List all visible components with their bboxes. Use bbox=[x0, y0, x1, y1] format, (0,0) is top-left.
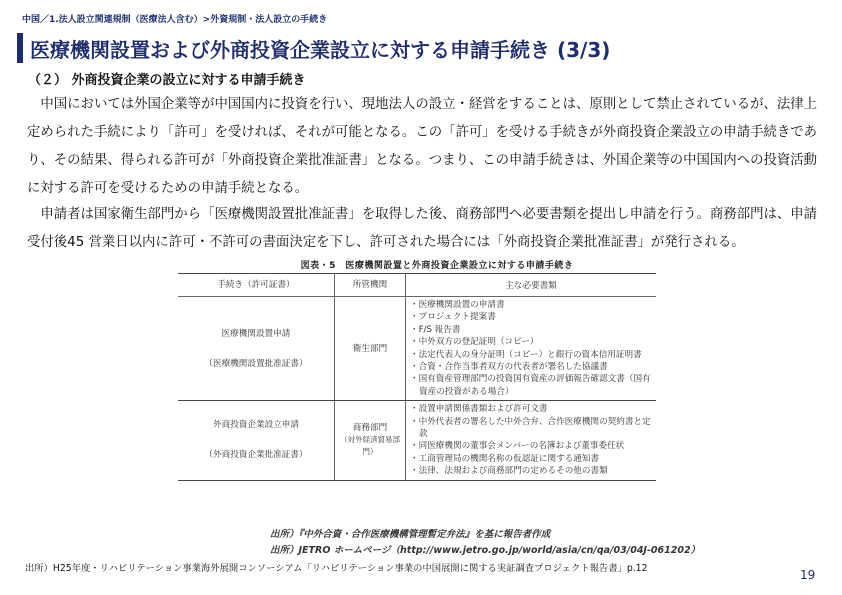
list-item: ・ 国有資産管理部門の投資国有資産の評価報告確認文書（国有資産の投資がある場合） bbox=[410, 373, 652, 398]
header-documents: 主な必要書類 bbox=[406, 274, 657, 297]
list-item: ・ 合資・合作当事者双方の代表者が署名した協議書 bbox=[410, 361, 652, 373]
figure-title: 図表・5 医療機関設置と外商投資企業設立に対する申請手続き bbox=[300, 261, 574, 271]
figure-source-1: 出所）『中外合資・合作医療機構管理暫定弁法』を基に報告者作成 bbox=[270, 529, 551, 540]
documents-list bbox=[410, 299, 652, 398]
section-subtitle: （２） 外商投資企業の設立に対する申請手続き bbox=[28, 73, 306, 88]
page-title: 医療機関設置および外商投資企業設立に対する申請手続き (3/3) bbox=[30, 38, 611, 62]
table-row bbox=[178, 297, 656, 401]
documents-list bbox=[410, 403, 652, 477]
header-authority: 所管機関 bbox=[335, 274, 406, 297]
documents-cell bbox=[406, 401, 657, 480]
list-item: ・ 中外双方の登記証明（コピー） bbox=[410, 336, 652, 348]
figure-source-2: 出所）JETRO ホームページ（http://www.jetro.go.jp/world/asia/cn/qa/03/04J-061202） bbox=[270, 545, 701, 556]
procedure-table bbox=[178, 273, 656, 481]
list-item: ・ プロジェクト提案書 bbox=[410, 311, 652, 323]
list-item: ・ F/S 報告書 bbox=[410, 324, 652, 336]
table-header-row bbox=[178, 274, 656, 297]
documents-cell bbox=[406, 297, 657, 401]
table-row bbox=[178, 401, 656, 480]
header-procedure: 手続き（許可証書） bbox=[178, 274, 335, 297]
list-item: ・ 中外代表者の署名した中外合弁、合作医療機関の契約書と定款 bbox=[410, 416, 652, 441]
procedure-certificate: （外商投資企業批准証書） bbox=[204, 450, 308, 461]
procedure-name: 外商投資企業設立申請 bbox=[213, 420, 299, 431]
authority-name: 衛生部門 bbox=[352, 343, 388, 354]
authority-name: 商務部門 bbox=[352, 423, 388, 434]
figure bbox=[178, 258, 666, 481]
list-item: ・ 医療機関設置の申請書 bbox=[410, 299, 652, 311]
title-accent-bar bbox=[17, 33, 23, 63]
page-number: 19 bbox=[800, 568, 816, 582]
list-item: ・ 法律、法規および商務部門の定めるその他の書類 bbox=[410, 465, 652, 477]
procedure-cell bbox=[178, 401, 335, 480]
list-item: ・ 工商管理局の機関名称の仮認証に関する通知書 bbox=[410, 453, 652, 465]
authority-note: （対外経済貿易部門） bbox=[340, 435, 400, 457]
paragraph-2: 申請者は国家衛生部門から「医療機関設置批准証書」を取得した後、商務部門へ必要書類を提出し申請を行う。商務部門は、申請受付後45 営業日以内に許可・不許可の書面決定を下し、許可された場合には「外商投資企業批准証書」が発行される。 bbox=[27, 207, 818, 250]
authority-cell bbox=[335, 401, 406, 480]
footer-source: 出所）H25年度・リハビリテーション事業海外展開コンソーシアム「リハビリテーション事業の中国展開に関する実証調査プロジェクト報告書」p.12 bbox=[25, 563, 648, 574]
procedure-cell bbox=[178, 297, 335, 401]
procedure-certificate: （医療機関設置批准証書） bbox=[204, 358, 308, 369]
breadcrumb: 中国／1.法人設立関連規制（医療法人含む）>外資規制・法人設立の手続き bbox=[22, 15, 328, 25]
list-item: ・ 設置申請関係書類および許可文書 bbox=[410, 403, 652, 415]
list-item: ・ 同医療機関の董事会メンバーの名簿および董事委任状 bbox=[410, 440, 652, 452]
authority-cell bbox=[335, 297, 406, 401]
procedure-name: 医療機関設置申請 bbox=[221, 328, 291, 339]
list-item: ・ 法定代表人の身分証明（コピー）と銀行の資本信用証明書 bbox=[410, 349, 652, 361]
paragraph-1: 中国においては外国企業等が中国国内に投資を行い、現地法人の設立・経営をすることは、原則として禁止されているが、法律上定められた手続により「許可」を受ければ、それが可能となる。この「許可」を受ける手続きが外商投資企業設立の申請手続きであり、その結果、得られる許可が「外商投資企業批准証書」となる。つまり、この申請手続きは、外国企業等の中国国内への投資活動に対する許可を受けるための申請手続となる。 bbox=[27, 97, 818, 196]
